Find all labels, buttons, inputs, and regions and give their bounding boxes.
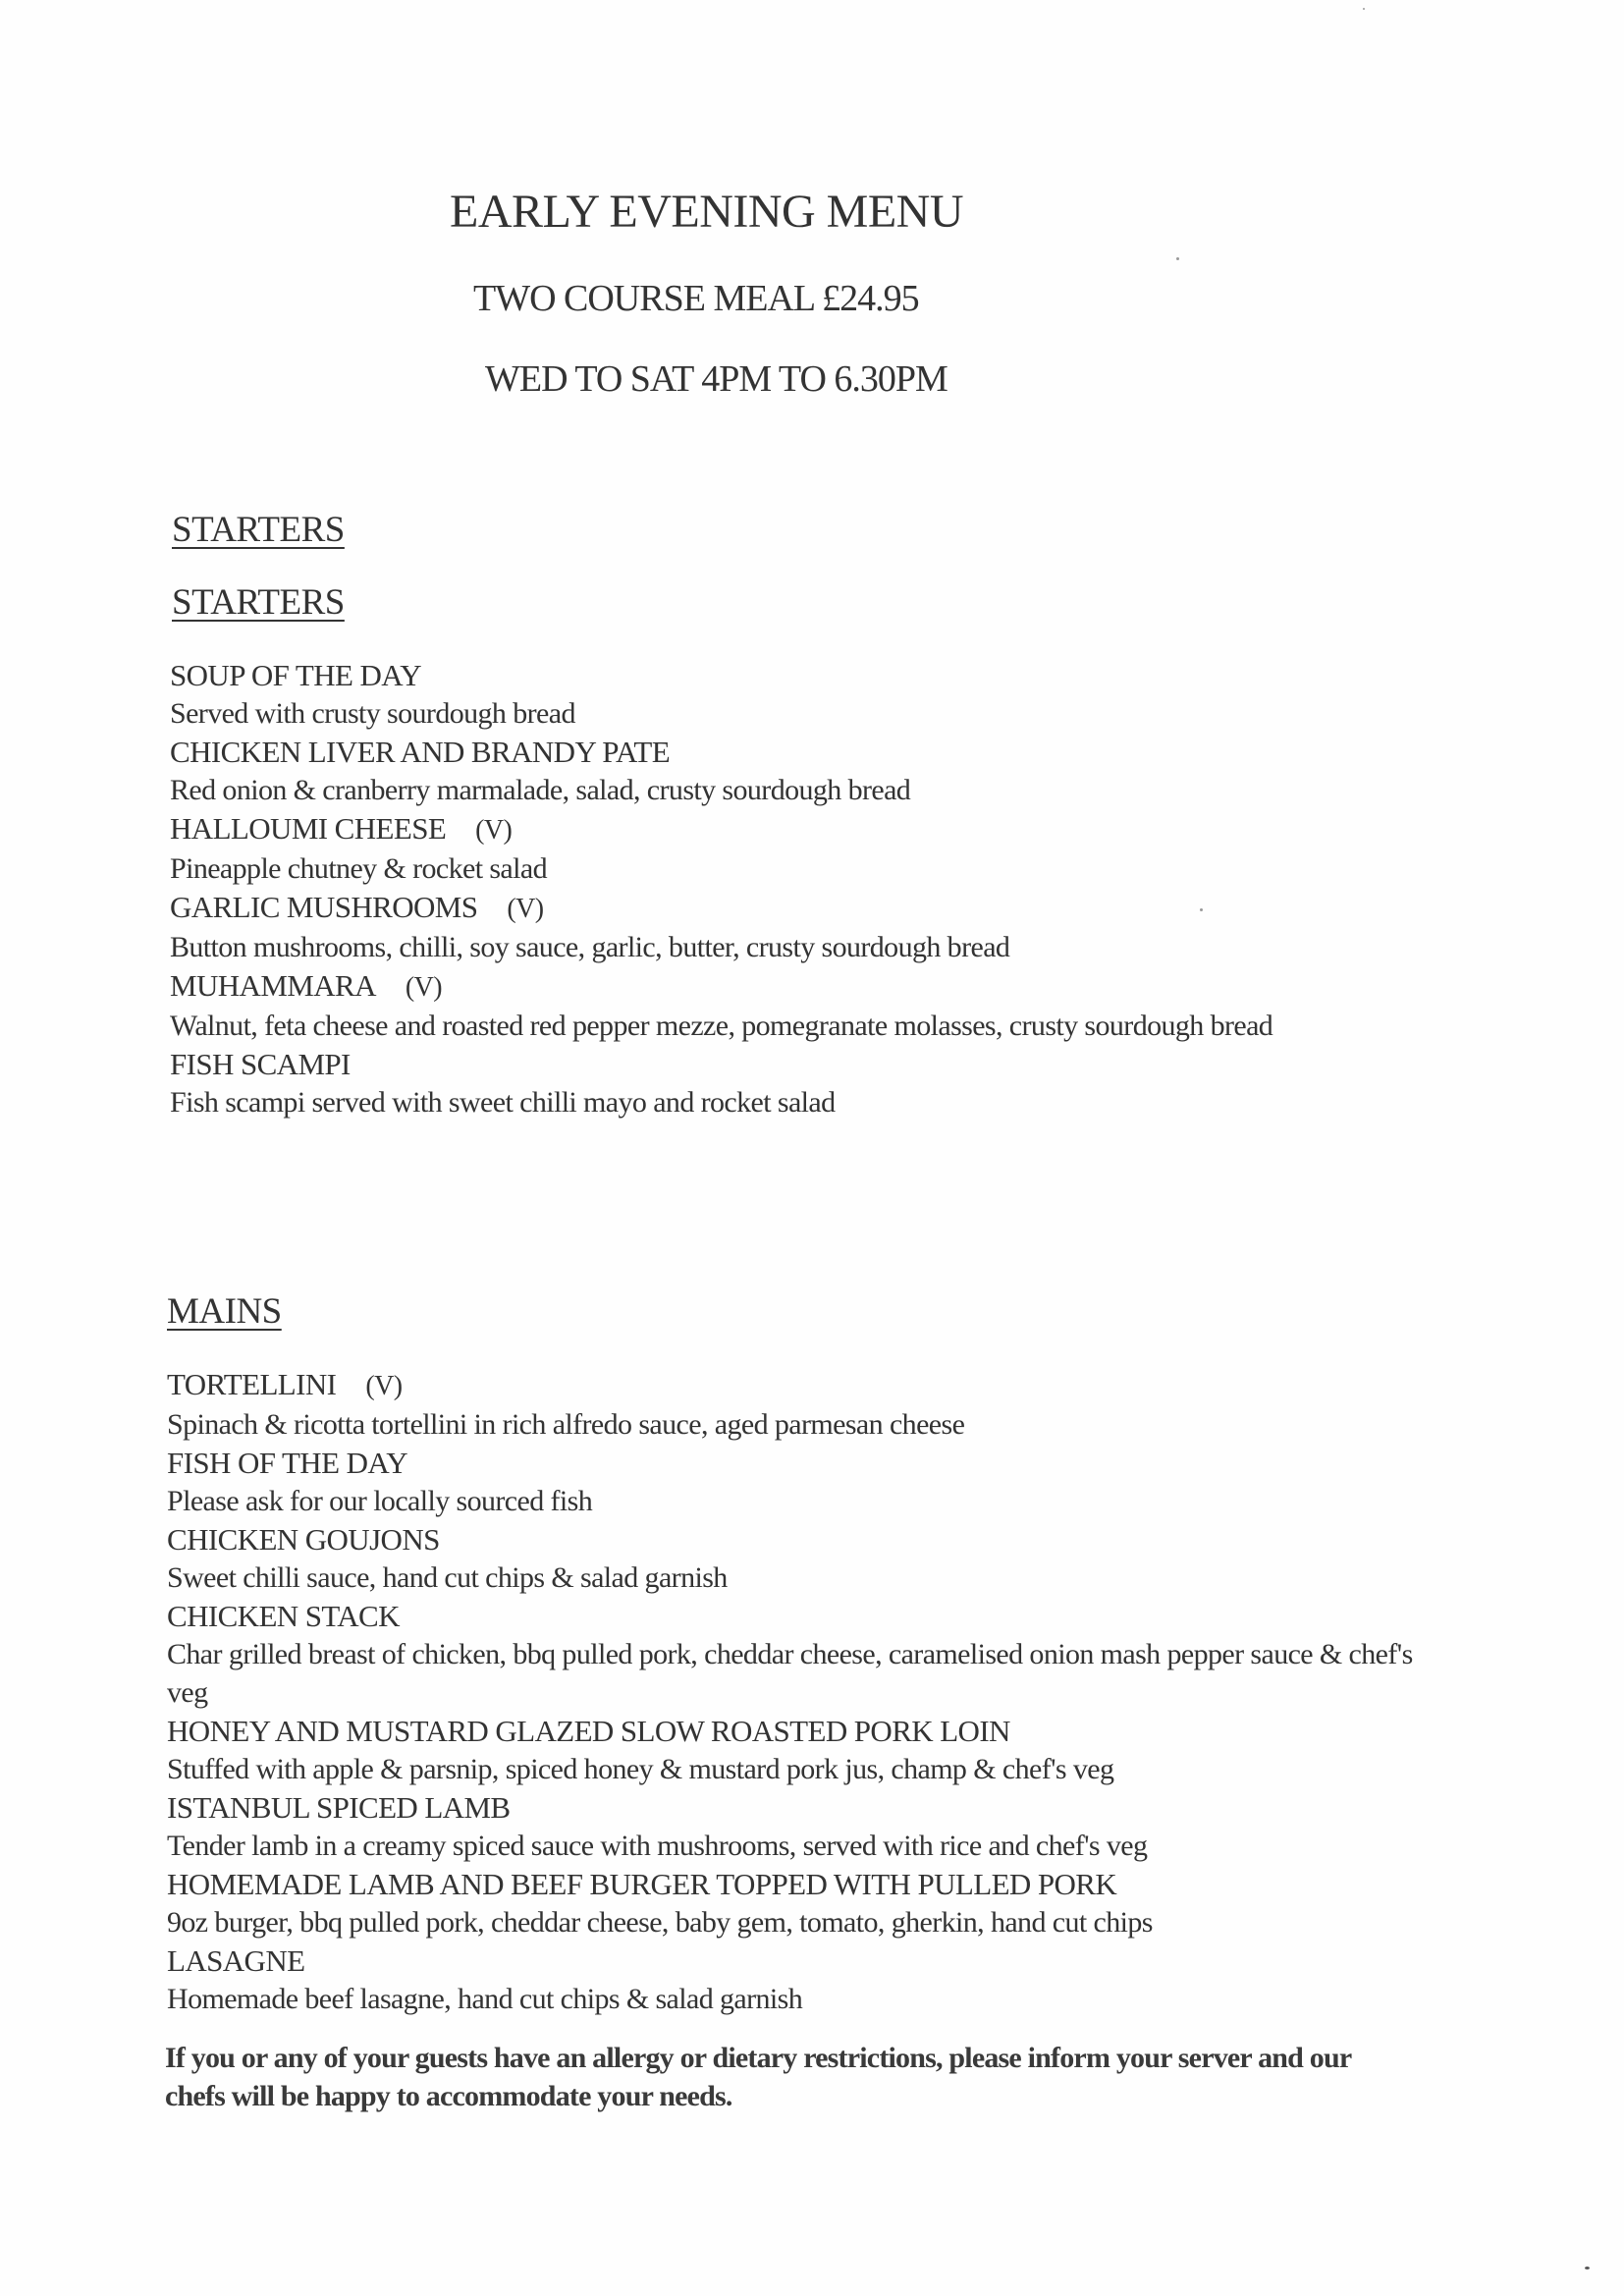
menu-item-description: Tender lamb in a creamy spiced sauce with mushrooms, served with rice and chef's veg	[167, 1830, 1148, 1862]
menu-item-name	[167, 1712, 1443, 1750]
menu-item-title: LASAGNE	[167, 1943, 305, 1978]
menu-item-name	[167, 1520, 1443, 1558]
menu-item-title: SOUP OF THE DAY	[170, 658, 421, 692]
menu-item-title: FISH OF THE DAY	[167, 1446, 408, 1480]
menu-item-title: HALLOUMI CHEESE	[170, 811, 447, 846]
menu-title: EARLY EVENING MENU	[450, 186, 964, 238]
menu-item	[170, 1045, 1427, 1121]
menu-item	[167, 1597, 1443, 1712]
menu-item-description: Please ask for our locally sourced fish	[167, 1485, 593, 1517]
menu-price-line: TWO COURSE MEAL £24.95	[473, 278, 919, 319]
menu-item-name	[167, 1444, 1443, 1482]
menu-item-title: ISTANBUL SPICED LAMB	[167, 1790, 511, 1825]
menu-item-title: MUHAMMARA	[170, 968, 376, 1003]
menu-item	[167, 1712, 1443, 1788]
starters-heading-repeat: STARTERS	[172, 582, 345, 623]
menu-item	[170, 888, 1427, 966]
mains-heading: MAINS	[167, 1291, 282, 1332]
menu-item-description: Homemade beef lasagne, hand cut chips & salad garnish	[167, 1983, 803, 2015]
allergy-note: If you or any of your guests have an allergy or dietary restrictions, please inform your server and our chefs will be happy to accommodate your needs.	[165, 2042, 1351, 2112]
menu-item-name	[167, 1365, 1443, 1405]
menu-item-name	[170, 966, 1427, 1007]
vegetarian-marker: (V)	[507, 894, 544, 924]
menu-item-description: Fish scampi served with sweet chilli mayo and rocket salad	[170, 1086, 836, 1119]
mains-list	[167, 1365, 1443, 2018]
menu-item-title: CHICKEN GOUJONS	[167, 1522, 440, 1557]
vegetarian-marker: (V)	[475, 815, 513, 846]
menu-item-name	[167, 1865, 1443, 1903]
menu-item-name	[170, 888, 1427, 928]
menu-item-description: Red onion & cranberry marmalade, salad, crusty sourdough bread	[170, 774, 911, 806]
menu-item-title: FISH SCAMPI	[170, 1047, 351, 1081]
menu-hours-line: WED TO SAT 4PM TO 6.30PM	[485, 358, 947, 400]
scan-speck	[1363, 8, 1365, 10]
menu-item	[167, 1941, 1443, 2018]
vegetarian-marker: (V)	[365, 1371, 403, 1401]
menu-item-title: HONEY AND MUSTARD GLAZED SLOW ROASTED PORK LOIN	[167, 1714, 1010, 1748]
menu-item-name	[170, 1045, 1427, 1083]
menu-item-description: 9oz burger, bbq pulled pork, cheddar cheese, baby gem, tomato, gherkin, hand cut chips	[167, 1906, 1153, 1939]
menu-item-name	[170, 733, 1427, 771]
menu-item-description: Served with crusty sourdough bread	[170, 697, 575, 730]
menu-item-name	[167, 1788, 1443, 1827]
menu-item	[170, 656, 1427, 733]
menu-item-title: TORTELLINI	[167, 1367, 337, 1401]
menu-item-description: Char grilled breast of chicken, bbq pulled pork, cheddar cheese, caramelised onion mash pepper sauce & chef's veg	[167, 1638, 1413, 1709]
menu-item-description: Button mushrooms, chilli, soy sauce, garlic, butter, crusty sourdough bread	[170, 931, 1010, 963]
menu-item-name	[170, 656, 1427, 694]
menu-item-title: CHICKEN LIVER AND BRANDY PATE	[170, 735, 671, 769]
menu-item-description: Spinach & ricotta tortellini in rich alfredo sauce, aged parmesan cheese	[167, 1408, 965, 1441]
menu-item	[167, 1865, 1443, 1941]
menu-item-name	[170, 809, 1427, 849]
menu-item-description: Sweet chilli sauce, hand cut chips & salad garnish	[167, 1561, 728, 1594]
menu-item	[170, 733, 1427, 809]
starters-heading: STARTERS	[172, 510, 345, 550]
scan-speck	[1176, 257, 1179, 260]
vegetarian-marker: (V)	[405, 972, 442, 1003]
menu-item	[167, 1788, 1443, 1865]
menu-item	[170, 966, 1427, 1045]
menu-item-name	[167, 1597, 1443, 1635]
menu-item-description: Pineapple chutney & rocket salad	[170, 852, 547, 885]
scan-speck	[1200, 908, 1203, 911]
menu-item	[167, 1520, 1443, 1597]
menu-item-title: GARLIC MUSHROOMS	[170, 890, 478, 924]
menu-item-description: Walnut, feta cheese and roasted red pepper mezze, pomegranate molasses, crusty sourdough bread	[170, 1010, 1273, 1042]
menu-item-title: CHICKEN STACK	[167, 1599, 400, 1633]
scan-speck	[1585, 2267, 1590, 2269]
menu-item	[167, 1365, 1443, 1444]
menu-item	[167, 1444, 1443, 1520]
menu-item-description: Stuffed with apple & parsnip, spiced honey & mustard pork jus, champ & chef's veg	[167, 1753, 1114, 1785]
menu-item-name	[167, 1941, 1443, 1980]
starters-list	[170, 656, 1427, 1121]
menu-item	[170, 809, 1427, 888]
menu-item-title: HOMEMADE LAMB AND BEEF BURGER TOPPED WITH PULLED PORK	[167, 1867, 1117, 1901]
